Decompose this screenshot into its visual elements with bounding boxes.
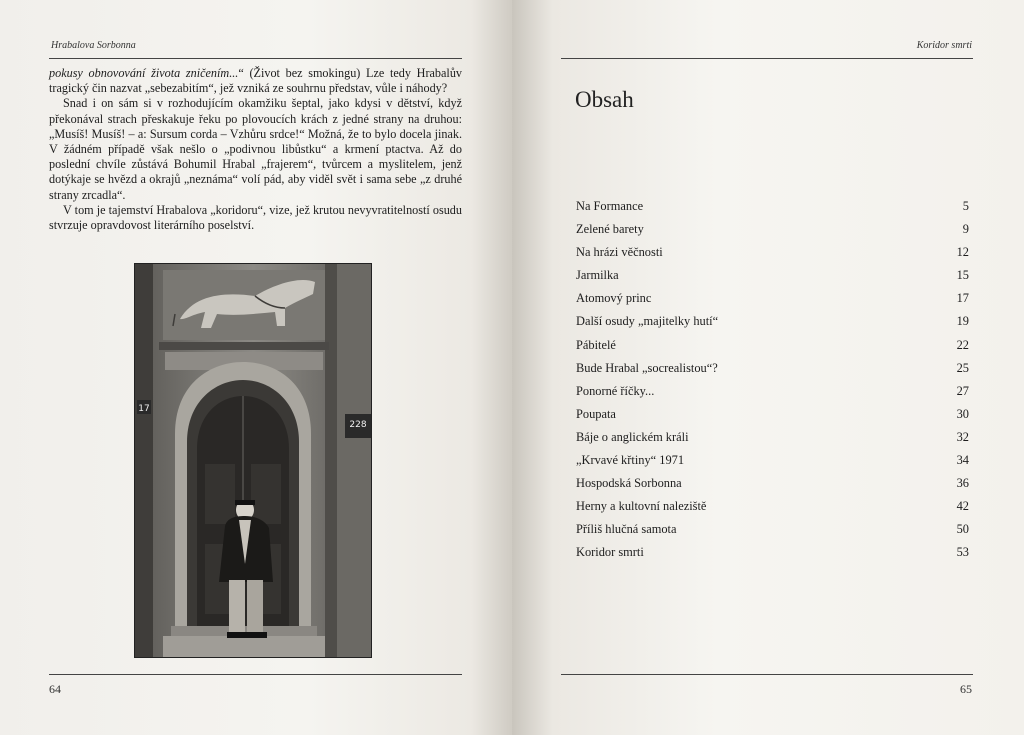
toc-entry [576, 361, 969, 384]
toc-entry-page: 53 [956, 545, 969, 560]
toc-entry-title: Na Formance [576, 199, 644, 213]
toc-entry-page: 12 [956, 245, 969, 260]
toc-entry-title: Další osudy „majitelky hutí“ [576, 314, 719, 329]
toc-entry [576, 430, 969, 453]
toc-entry-page: 30 [956, 406, 969, 421]
toc-entry [576, 199, 969, 222]
toc-entry-page: 36 [956, 476, 969, 491]
toc-entry [576, 453, 969, 476]
toc-entry [576, 314, 969, 337]
header-rule-right [561, 58, 973, 59]
italic-quote: pokusy obnovování života zničením... [49, 66, 239, 80]
toc-entry [576, 268, 969, 291]
toc-entry [576, 499, 969, 522]
toc-entry-title: Hospodská Sorbonna [576, 476, 682, 491]
running-head-left: Hrabalova Sorbonna [51, 40, 136, 51]
toc-title: Obsah [575, 87, 634, 112]
toc-entry-title: Příliš hlučná samota [576, 522, 677, 537]
toc-entry [576, 291, 969, 314]
paragraph-3: V tom je tajemství Hrabalova „koridoru“, vize, jež krutou nevyvratitelností osudu stvrzuje opravdovost literárního poselství. [49, 202, 462, 233]
toc-entry-title: Herny a kultovní naleziště [576, 499, 707, 514]
toc-entry-title: Ponorné říčky... [576, 383, 655, 398]
toc-entry-page: 17 [956, 291, 969, 306]
house-sign-left: 17 [138, 404, 150, 414]
toc-entry [576, 245, 969, 268]
paragraph-2: Snad i on sám si v rozhodujícím okamžiku šeptal, jako kdysi v dětství, když překonával strach přeskakuje řeku po plovoucích krách z jedné strany na druhou: „Musíš! Musíš! – a: Sursum corda – Vzhůru srdce!“ Možná, že to bylo docela jinak. V žádném případě však nešlo o „podivnou libůstku“ a krmení ptactva. Až do poslední chvíle zůstává Bohumil Hrabal „frajerem“, tvůrcem a myslitelem, jenž dotýkaje se hvězd a okrajů „neznáma“ volí pád, aby viděl svět i sama sebe „z druhé strany zrcadla“. [49, 96, 462, 202]
toc-entry-title: Atomový princ [576, 291, 652, 306]
toc-entry [576, 545, 969, 568]
page-number-left: 64 [49, 682, 61, 696]
toc-entry-page: 5 [962, 199, 969, 213]
toc-entry [576, 522, 969, 545]
toc-entry-page: 34 [956, 453, 969, 468]
photograph-doorway [134, 263, 372, 658]
body-text [49, 66, 462, 233]
toc-entry-title: Pábitelé [576, 337, 616, 352]
footer-rule-right [561, 674, 973, 675]
toc-entry-page: 32 [956, 429, 969, 444]
toc-entry-title: „Krvavé křtiny“ 1971 [576, 453, 685, 468]
toc-entry [576, 338, 969, 361]
header-rule-left [49, 58, 462, 59]
toc-entry-page: 25 [956, 360, 969, 375]
toc-entry-page: 27 [956, 383, 969, 398]
toc-entry-title: Bude Hrabal „socrealistou“? [576, 360, 718, 375]
toc-entry [576, 384, 969, 407]
toc-entry-page: 9 [962, 222, 969, 237]
toc-entry-page: 42 [956, 499, 969, 514]
toc-entry [576, 222, 969, 245]
toc-entry-page: 15 [956, 268, 969, 283]
toc-entry-page: 19 [956, 314, 969, 329]
toc-entry-title: Jarmilka [576, 268, 619, 283]
toc-entry-title: Koridor smrti [576, 545, 644, 560]
toc-entry-page: 50 [956, 522, 969, 537]
house-sign-right: 228 [349, 420, 367, 430]
page-number-right: 65 [960, 682, 972, 696]
paragraph-1 [49, 66, 462, 96]
paragraph-1-rest: “ (Život bez smokingu) Lze tedy Hrabalův tragický čin nazvat „sebezabitím“, jež vzniká ze souhrnu představ, vůle i náhody? [49, 66, 463, 96]
right-page [512, 0, 1024, 735]
footer-rule-left [49, 674, 462, 675]
toc-entry [576, 476, 969, 499]
running-head-right: Koridor smrti [916, 40, 972, 51]
toc-entry-page: 22 [956, 337, 969, 352]
table-of-contents [576, 199, 969, 569]
toc-entry-title: Zelené barety [576, 222, 644, 237]
toc-entry-title: Na hrázi věčnosti [576, 245, 663, 260]
toc-entry-title: Poupata [576, 406, 616, 421]
toc-entry-title: Báje o anglickém králi [576, 429, 689, 444]
toc-entry [576, 407, 969, 430]
